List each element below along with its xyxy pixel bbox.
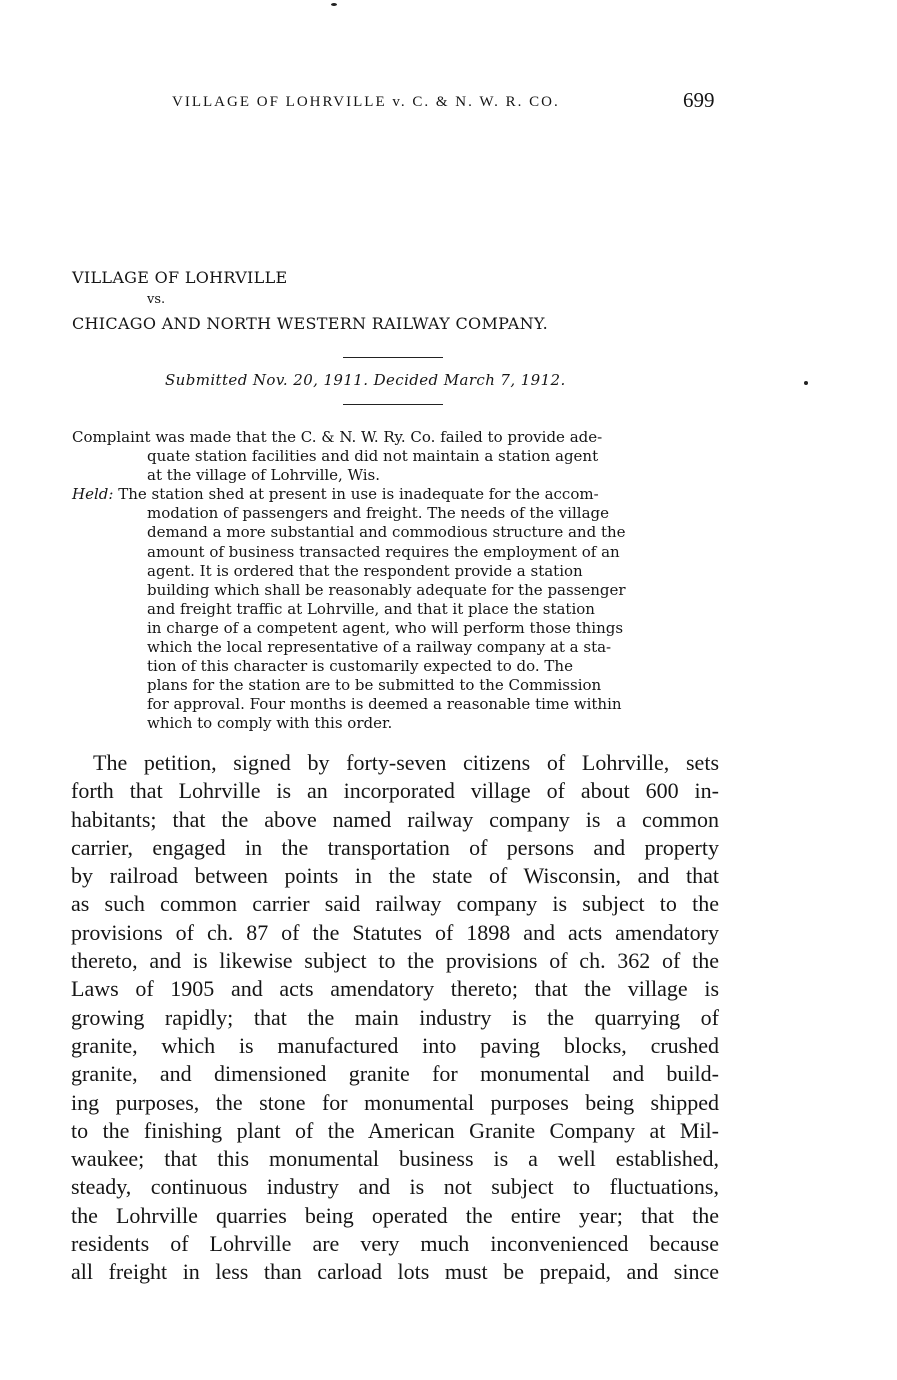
body-line: granite, which is manufactured into paving blocks, crushed <box>71 1032 719 1058</box>
held-label: Held: <box>72 485 114 504</box>
held-line: and freight traffic at Lohrville, and that it place the station <box>147 599 595 618</box>
print-speck <box>804 381 808 385</box>
body-line: all freight in less than carload lots must be prepaid, and since <box>71 1259 719 1285</box>
body-line: carrier, engaged in the transportation of persons and property <box>71 834 719 860</box>
held-line: agent. It is ordered that the respondent provide a station <box>147 561 583 580</box>
body-line: the Lohrville quarries being operated the entire year; that the <box>71 1202 719 1228</box>
held-line: demand a more substantial and commodious structure and the <box>147 523 626 542</box>
complaint-line: Complaint was made that the C. & N. W. Ry. Co. failed to provide ade- <box>72 428 603 446</box>
complaint-line: at the village of Lohrville, Wis. <box>147 466 380 485</box>
body-line: as such common carrier said railway company is subject to the <box>71 891 719 917</box>
body-line: growing rapidly; that the main industry is the quarrying of <box>71 1004 719 1030</box>
body-line: provisions of ch. 87 of the Statutes of 1898 and acts amendatory <box>71 919 719 945</box>
held-line: in charge of a competent agent, who will perform those things <box>147 618 624 637</box>
body-line: ing purposes, the stone for monumental purposes being shipped <box>71 1089 719 1115</box>
complaint-line: quate station facilities and did not maintain a station agent <box>147 447 599 466</box>
body-line: The petition, signed by forty-seven citizens of Lohrville, sets <box>93 750 719 775</box>
body-line: habitants; that the above named railway company is a common <box>71 806 719 832</box>
held-line: which the local representative of a railway company at a sta- <box>147 638 612 657</box>
held-line: tion of this character is customarily expected to do. The <box>147 657 573 676</box>
body-line: residents of Lohrville are very much inconvenienced because <box>71 1231 719 1257</box>
page-number: 699 <box>683 88 715 112</box>
body-line: granite, and dimensioned granite for monumental and build- <box>71 1061 719 1087</box>
body-line: waukee; that this monumental business is a well established, <box>71 1146 719 1172</box>
held-line: amount of business transacted requires the employment of an <box>147 542 620 561</box>
held-line: modation of passengers and freight. The needs of the village <box>147 504 609 523</box>
plaintiff-name: VILLAGE OF LOHRVILLE <box>72 268 288 287</box>
body-line: Laws of 1905 and acts amendatory thereto; that the village is <box>71 976 719 1002</box>
print-speck <box>331 3 337 6</box>
divider-bottom <box>343 404 443 405</box>
running-head: VILLAGE OF LOHRVILLE v. C. & N. W. R. CO. <box>172 94 560 110</box>
headnote <box>72 428 724 734</box>
held-line: plans for the station are to be submitted to the Commission <box>147 676 602 695</box>
held-line: building which shall be reasonably adequate for the passenger <box>147 580 626 599</box>
body-line: by railroad between points in the state of Wisconsin, and that <box>71 863 719 889</box>
divider-top <box>343 357 443 358</box>
body-line: steady, continuous industry and is not subject to fluctuations, <box>71 1174 719 1200</box>
held-first-line <box>72 485 724 504</box>
held-line: for approval. Four months is deemed a reasonable time within <box>147 695 622 714</box>
versus-label: vs. <box>147 292 166 307</box>
defendant-name: CHICAGO AND NORTH WESTERN RAILWAY COMPANY. <box>72 314 549 333</box>
body-line: forth that Lohrville is an incorporated village of about 600 in- <box>71 778 719 804</box>
body-line: thereto, and is likewise subject to the provisions of ch. 362 of the <box>71 948 719 974</box>
case-dates: Submitted Nov. 20, 1911. Decided March 7, 1912. <box>165 371 566 389</box>
held-text: The station shed at present in use is inadequate for the accom- <box>113 485 599 504</box>
body-paragraph <box>71 749 719 1287</box>
held-line: which to comply with this order. <box>147 714 393 733</box>
body-line: to the finishing plant of the American Granite Company at Mil- <box>71 1117 719 1143</box>
